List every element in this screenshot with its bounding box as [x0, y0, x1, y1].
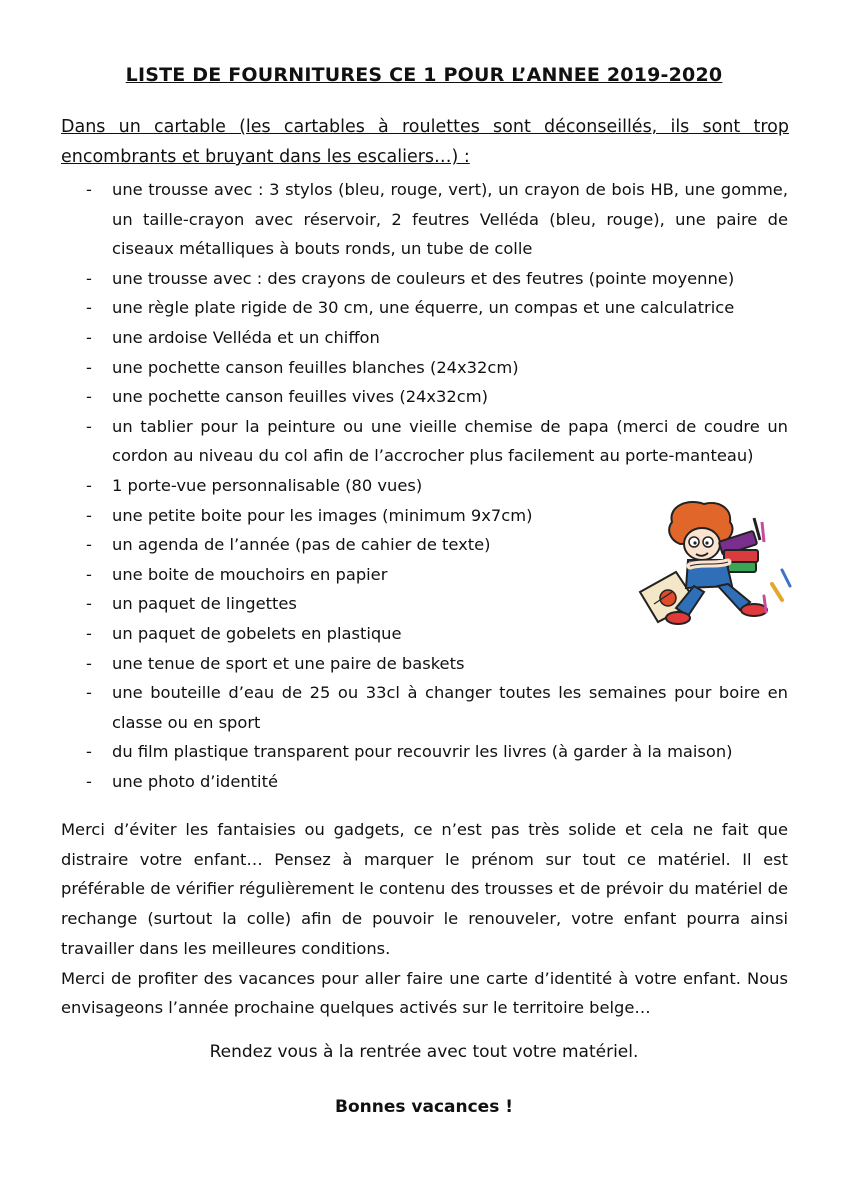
bullet-dash: -: [86, 180, 92, 199]
list-item-text: une ardoise Velléda et un chiffon: [112, 327, 380, 347]
list-item: [0, 412, 788, 471]
bullet-dash: -: [86, 298, 92, 318]
list-item-text: une trousse avec : des crayons de couleurs et des feutres (pointe moyenne): [112, 268, 735, 288]
list-item-text: 1 porte-vue personnalisable (80 vues): [112, 475, 423, 495]
list-item-text: une trousse avec : 3 stylos (bleu, rouge, vert), un crayon de bois HB, une gomme, un taille-crayon avec réservoir, 2 feutres Velléda (bleu, rouge), une paire de ciseaux métalliques à bouts ronds, un tube de colle: [112, 180, 788, 259]
list-item-text: une règle plate rigide de 30 cm, une équerre, un compas et une calculatrice: [112, 298, 735, 318]
child-with-school-supplies-illustration: [632, 500, 802, 640]
list-item: [0, 323, 788, 353]
bullet-dash: -: [86, 327, 92, 347]
list-item: [0, 382, 788, 412]
advice-paragraphs: [61, 815, 788, 1023]
list-item-text: du film plastique transparent pour recouvrir les livres (à garder à la maison): [112, 742, 733, 762]
list-item-text: une bouteille d’eau de 25 ou 33cl à changer toutes les semaines pour boire en classe ou en sport: [112, 683, 788, 732]
farewell-line: Bonnes vacances !: [334, 1097, 513, 1117]
list-item: [0, 471, 632, 501]
bullet-dash: -: [86, 742, 92, 762]
id-card-paragraph: Merci de profiter des vacances pour aller faire une carte d’identité à votre enfant. Nous envisageons l’année prochaine quelques activés sur le territoire belge…: [61, 968, 788, 1018]
list-item-text: un agenda de l’année (pas de cahier de texte): [112, 535, 491, 555]
list-item: [0, 560, 632, 590]
bullet-dash: -: [86, 416, 92, 436]
list-item-text: une tenue de sport et une paire de baskets: [112, 653, 465, 673]
bullet-dash: -: [86, 653, 92, 673]
intro-heading: Dans un cartable (les cartables à roulettes sont déconseillés, ils sont trop encombrants et bruyant dans les escaliers…) :: [61, 117, 789, 167]
list-item: [0, 264, 788, 294]
list-item: [0, 175, 788, 264]
list-item: [0, 353, 788, 383]
closing-line: Rendez vous à la rentrée avec tout votre matériel.: [209, 1042, 639, 1062]
list-item-text: une petite boite pour les images (minimum 9x7cm): [112, 505, 533, 525]
list-item-text: un paquet de gobelets en plastique: [112, 623, 402, 643]
list-item-text: un tablier pour la peinture ou une vieille chemise de papa (merci de coudre un cordon au niveau du col afin de l’accrocher plus facilement au porte-manteau): [112, 416, 788, 466]
bullet-dash: -: [86, 475, 92, 495]
supplies-list: [0, 175, 788, 796]
list-item: [0, 678, 788, 737]
list-item: [0, 589, 632, 619]
bullet-dash: -: [86, 505, 92, 525]
bullet-dash: -: [86, 594, 92, 614]
bullet-dash: -: [86, 357, 92, 377]
list-item: [0, 293, 788, 323]
bullet-dash: -: [86, 535, 92, 555]
bullet-dash: -: [86, 623, 92, 643]
list-item-text: un paquet de lingettes: [112, 594, 297, 614]
list-item-text: une photo d’identité: [112, 771, 278, 791]
list-item-text: une boite de mouchoirs en papier: [112, 564, 388, 584]
list-item: [0, 501, 632, 531]
bullet-dash: -: [86, 268, 92, 288]
list-item-text: une pochette canson feuilles vives (24x32cm): [112, 387, 488, 407]
list-item: [0, 649, 788, 679]
bullet-dash: -: [86, 564, 92, 584]
list-item: [0, 767, 788, 797]
list-item-text: une pochette canson feuilles blanches (24x32cm): [112, 357, 519, 377]
list-item: [0, 619, 632, 649]
list-item: [0, 530, 632, 560]
bullet-dash: -: [86, 771, 92, 791]
advice-paragraph: Merci d’éviter les fantaisies ou gadgets, ce n’est pas très solide et cela ne fait que distraire votre enfant… Pensez à marquer le prénom sur tout ce matériel. Il est préférable de vérifier régulièrement le contenu des trousses et de prévoir du matériel de rechange (surtout la colle) afin de pouvoir le renouveler, votre enfant pourra ainsi travailler dans les meilleures conditions.: [61, 820, 788, 958]
list-item: [0, 737, 788, 767]
bullet-dash: -: [86, 387, 92, 407]
page-title: LISTE DE FOURNITURES CE 1 POUR L’ANNEE 2019-2020: [125, 64, 723, 86]
bullet-dash: -: [86, 683, 92, 703]
